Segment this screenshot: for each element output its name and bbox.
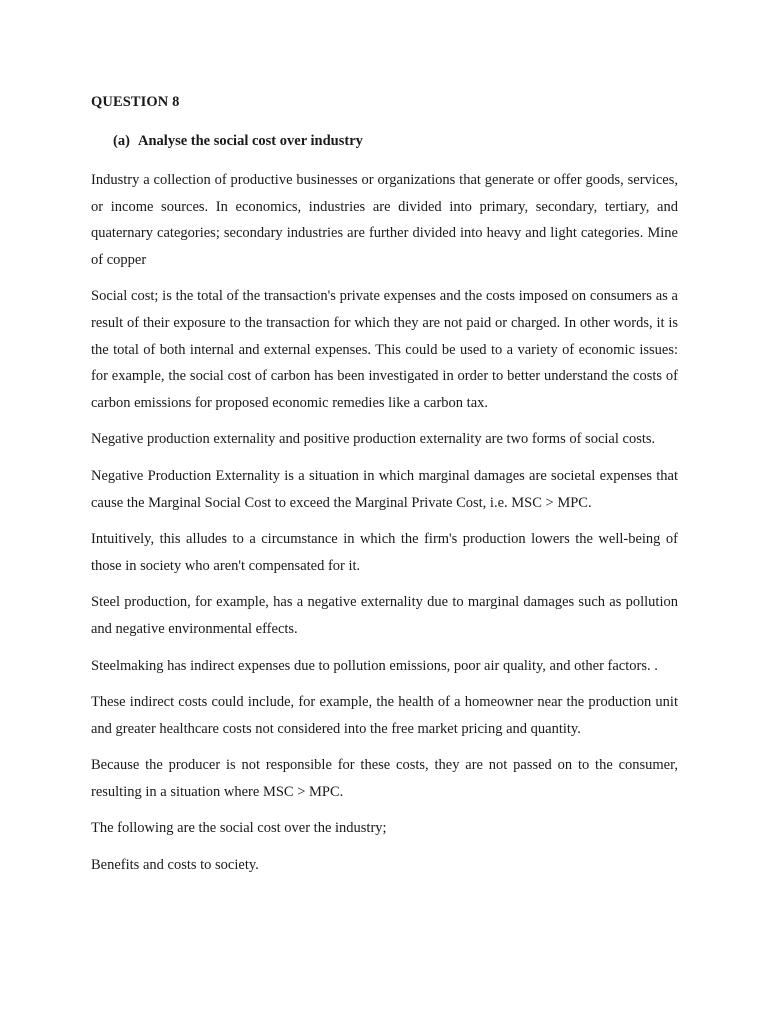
paragraph-industry-definition: Industry a collection of productive businesses or organizations that generate or offer goods, services, or income sources. In economics, industries are divided into primary, secondary, tertiary, and quaternary categories; secondary industries are further divided into heavy and light categories. Mine of copper xyxy=(91,172,678,268)
section-heading-text: Analyse the social cost over industry xyxy=(138,133,363,149)
section-heading xyxy=(113,131,678,151)
paragraph-benefits-costs: Benefits and costs to society. xyxy=(91,857,259,874)
section-label: (a) xyxy=(113,133,130,149)
paragraph-intuition: Intuitively, this alludes to a circumstance in which the firm's production lowers the well-being of those in society who aren't compensated for it. xyxy=(91,531,678,574)
paragraph-forms-of-social-cost: Negative production externality and positive production externality are two forms of social costs. xyxy=(91,431,656,448)
paragraph-steelmaking-expenses: Steelmaking has indirect expenses due to pollution emissions, poor air quality, and other factors. . xyxy=(91,657,658,674)
paragraph-producer-responsibility: Because the producer is not responsible for these costs, they are not passed on to the consumer, resulting in a situation where MSC > MPC. xyxy=(91,757,678,800)
paragraph-indirect-costs: These indirect costs could include, for example, the health of a homeowner near the production unit and greater healthcare costs not considered into the free market pricing and quantity. xyxy=(91,694,678,737)
question-title: QUESTION 8 xyxy=(91,94,180,110)
paragraph-negative-externality: Negative Production Externality is a situation in which marginal damages are societal expenses that cause the Marginal Social Cost to exceed the Marginal Private Cost, i.e. MSC > MPC. xyxy=(91,467,678,511)
paragraph-social-cost-definition: Social cost; is the total of the transaction's private expenses and the costs imposed on consumers as a result of their exposure to the transaction for which they are not paid or charged. In other words, it is the total of both internal and external expenses. This could be used to a variety of economic issues: for example, the social cost of carbon has been investigated in order to better understand the costs of carbon emissions for proposed economic remedies like a carbon tax. xyxy=(91,288,678,411)
document-content xyxy=(91,92,678,889)
paragraph-following-list-intro: The following are the social cost over the industry; xyxy=(91,820,387,837)
paragraph-steel-example: Steel production, for example, has a negative externality due to marginal damages such as pollution and negative environmental effects. xyxy=(91,594,678,637)
